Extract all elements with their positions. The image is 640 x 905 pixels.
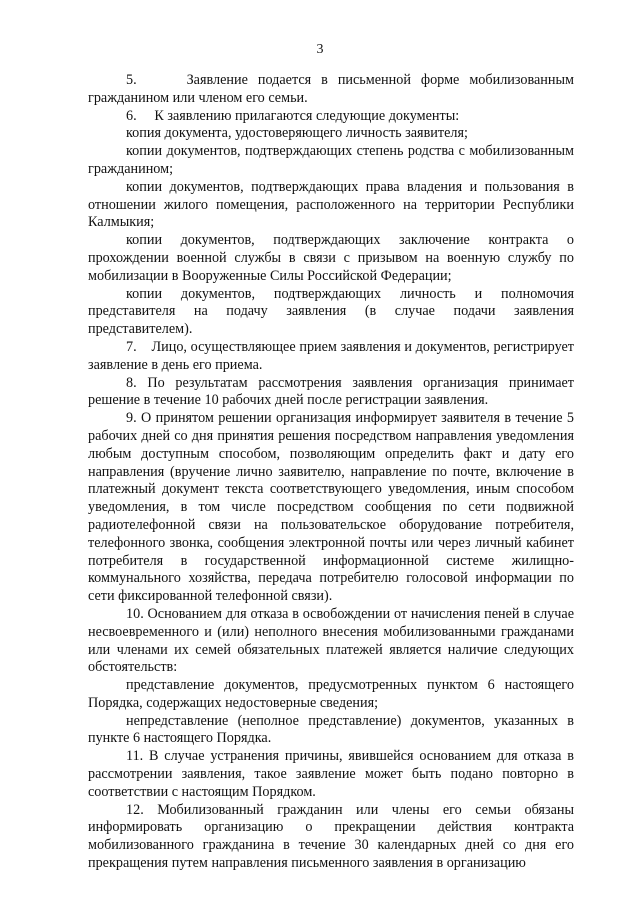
paragraph-8: 8. По результатам рассмотрения заявления организация принимает решение в течение 10 рабочих дней после регистрации заявления. [88,374,574,409]
page-number: 3 [316,42,324,57]
list-item-contract-docs: копии документов, подтверждающих заключение контракта о прохождении военной службы в связи с призывом на военную службу по мобилизации в Вооруженные Силы Российской Федерации; [88,232,574,284]
list-item-false-info: представление документов, предусмотренных пунктом 6 настоящего Порядка, содержащих недостоверные сведения; [88,677,574,711]
list-item-housing-rights-docs: копии документов, подтверждающих права владения и пользования в отношении жилого помещения, расположенного на территории Республики Калмыкия; [88,178,574,231]
paragraph-12: 12. Мобилизованный гражданин или члены его семьи обязаны информировать организацию о прекращении действия контракта мобилизованного гражданина в течение 30 календарных дней со дня его прекращения путем направления письменного заявления в организацию [88,801,574,872]
paragraph-9: 9. О принятом решении организация информирует заявителя в течение 5 рабочих дней со дня принятия решения посредством направления уведомления любым доступным способом, позволяющим определить факт и дату его направления (вручение лично заявителю, направление по почте, включение в платежный документ текста соответствующего уведомления, иным способом уведомления, в том числе посредством сообщения по сети подвижной радиотелефонной связи на пользовательское оборудование потребителя, телефонного звонка, сообщения электронной почты или через личный кабинет потребителя в государственной информационной системе жилищно-коммунального хозяйства, передача потребителю голосовой информации по сети фиксированной телефонной связи). [88,410,574,605]
document-body [88,72,574,873]
list-item-missing-docs: непредставление (неполное представление) документов, указанных в пункте 6 настоящего Порядка. [88,712,574,747]
list-item-kinship-docs: копии документов, подтверждающих степень родства с мобилизованным гражданином; [88,143,574,177]
list-item-identity-copy: копия документа, удостоверяющего личность заявителя; [126,125,468,142]
list-item-representative-docs: копии документов, подтверждающих личность и полномочия представителя на подачу заявления (в случае подачи заявления представителем). [88,285,574,338]
paragraph-11: 11. В случае устранения причины, явившейся основанием для отказа в рассмотрении заявления, такое заявление может быть подано повторно в соответствии с настоящим Порядком. [88,748,574,800]
paragraph-10: 10. Основанием для отказа в освобождении от начисления пеней в случае несвоевременного и (или) неполного внесения мобилизованными гражданами или членами их семей обязательных платежей является наличие следующих обстоятельств: [88,605,574,676]
paragraph-7: 7. Лицо, осуществляющее прием заявления и документов, регистрирует заявление в день его приема. [88,338,574,373]
paragraph-5: 5. Заявление подается в письменной форме мобилизованным гражданином или членом его семьи. [88,72,574,106]
paragraph-6: 6. К заявлению прилагаются следующие документы: [126,107,460,124]
